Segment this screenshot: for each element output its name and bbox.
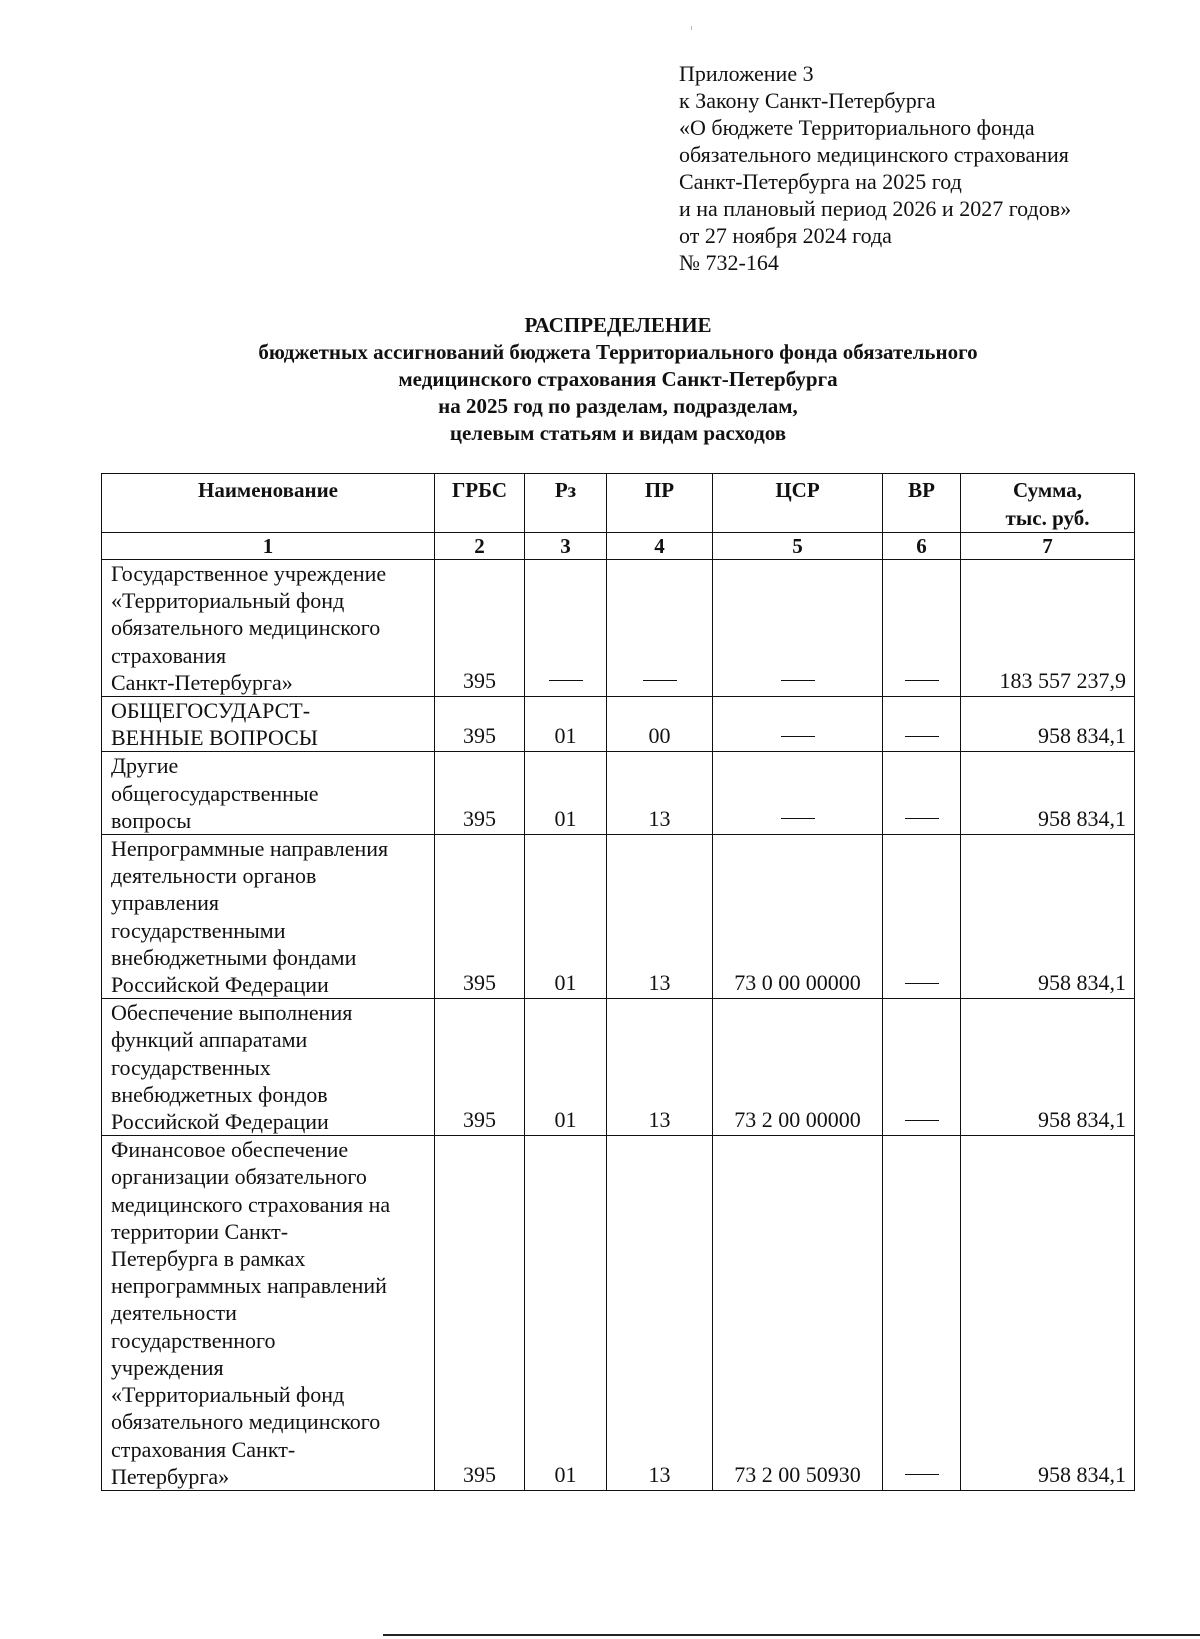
cell-sum: 958 834,1 — [961, 752, 1135, 835]
annex-line: и на плановый период 2026 и 2027 годов» — [679, 196, 1072, 221]
header-grbs: ГРБС — [435, 474, 525, 533]
column-number: 4 — [607, 533, 713, 560]
row-name-line: Непрограммные направления — [111, 836, 389, 862]
cell-csr — [713, 752, 883, 835]
cell-csr: 73 2 00 50930 — [713, 1136, 883, 1491]
title-subtitle-line: целевым статьям и видам расходов — [449, 421, 787, 445]
cell-csr — [713, 697, 883, 752]
annex-line: Санкт-Петербурга на 2025 год — [679, 169, 962, 194]
row-name-line: деятельности органов — [111, 863, 317, 889]
row-name-line: Финансовое обеспечение — [111, 1137, 349, 1163]
table-row — [102, 835, 1135, 999]
cell-rz — [525, 560, 607, 697]
cell-sum: 958 834,1 — [961, 1136, 1135, 1491]
cell-vr — [883, 697, 961, 752]
row-name-line: организации обязательного — [111, 1164, 367, 1190]
column-number-row — [102, 533, 1135, 560]
cell-vr — [883, 835, 961, 999]
empty-dash — [905, 680, 939, 681]
row-name-line: Санкт-Петербурга» — [111, 669, 293, 695]
title-subtitle-line: бюджетных ассигнований бюджета Территориального фонда обязательного — [258, 340, 978, 364]
row-name — [102, 835, 435, 999]
row-name-line: ОБЩЕГОСУДАРСТ- — [111, 698, 311, 724]
empty-dash — [549, 680, 583, 681]
cell-grbs: 395 — [435, 697, 525, 752]
row-name-line: вопросы — [111, 807, 192, 833]
cell-pr — [607, 560, 713, 697]
row-name-line: государственными — [111, 917, 286, 943]
title-heading: РАСПРЕДЕЛЕНИЕ — [524, 313, 712, 337]
document-title — [0, 312, 1200, 447]
cell-vr — [883, 1136, 961, 1491]
row-name-line: обязательного медицинского — [111, 1409, 381, 1435]
empty-dash — [781, 818, 815, 819]
empty-dash — [905, 736, 939, 737]
row-name — [102, 999, 435, 1136]
cell-grbs: 395 — [435, 835, 525, 999]
annex-line: к Закону Санкт-Петербурга — [679, 88, 936, 113]
row-name-line: Российской Федерации — [111, 972, 329, 998]
row-name-line: государственного — [111, 1327, 276, 1353]
row-name-line: страхования Санкт- — [111, 1436, 296, 1462]
row-name — [102, 752, 435, 835]
empty-dash — [905, 983, 939, 984]
table-row — [102, 1136, 1135, 1491]
column-number: 1 — [102, 533, 435, 560]
row-name-line: Обеспечение выполнения — [111, 1000, 353, 1026]
row-name-line: «Территориальный фонд — [111, 1382, 345, 1408]
row-name-line: деятельности — [111, 1300, 237, 1326]
cell-grbs: 395 — [435, 560, 525, 697]
row-name-line: внебюджетных фондов — [111, 1081, 328, 1107]
row-name-line: Другие — [111, 753, 179, 779]
row-name-line: медицинского страхования на — [111, 1191, 391, 1217]
cell-csr: 73 2 00 00000 — [713, 999, 883, 1136]
table-row — [102, 999, 1135, 1136]
cell-pr: 13 — [607, 752, 713, 835]
cell-pr: 13 — [607, 1136, 713, 1491]
cell-rz: 01 — [525, 1136, 607, 1491]
empty-dash — [905, 818, 939, 819]
scan-speck — [691, 26, 692, 30]
row-name-line: Государственное учреждение — [111, 561, 387, 586]
row-name-line: Петербурга» — [111, 1463, 230, 1489]
row-name-line: управления — [111, 890, 220, 916]
header-rz: Рз — [525, 474, 607, 533]
table-row — [102, 752, 1135, 835]
annex-line: обязательного медицинского страхования — [679, 142, 1069, 167]
row-name-line: общегосударственные — [111, 780, 319, 806]
annex-line: Приложение 3 — [679, 61, 814, 86]
column-number: 5 — [713, 533, 883, 560]
cell-sum: 183 557 237,9 — [961, 560, 1135, 697]
column-number: 2 — [435, 533, 525, 560]
column-number: 6 — [883, 533, 961, 560]
cell-grbs: 395 — [435, 1136, 525, 1491]
row-name-line: ВЕННЫЕ ВОПРОСЫ — [111, 725, 318, 751]
column-number: 3 — [525, 533, 607, 560]
table-row — [102, 560, 1135, 697]
row-name-line: внебюджетными фондами — [111, 944, 357, 970]
row-name-line: непрограммных направлений — [111, 1273, 387, 1299]
title-subtitle-line: медицинского страхования Санкт-Петербурга — [398, 367, 838, 391]
row-name-line: учреждения — [111, 1354, 224, 1380]
cell-vr — [883, 752, 961, 835]
header-vr: ВР — [883, 474, 961, 533]
cell-sum: 958 834,1 — [961, 697, 1135, 752]
row-name-line: Российской Федерации — [111, 1109, 329, 1135]
empty-dash — [781, 736, 815, 737]
cell-vr — [883, 999, 961, 1136]
header-sum-unit: тыс. руб. — [1005, 506, 1090, 530]
row-name-line: функций аппаратами — [111, 1027, 308, 1053]
row-name-line: обязательного медицинского — [111, 615, 381, 641]
row-name-line: «Территориальный фонд — [111, 588, 345, 614]
header-sum-line: Сумма, — [1012, 478, 1083, 502]
row-name-line: территории Санкт- — [111, 1218, 289, 1244]
cell-csr: 73 0 00 00000 — [713, 835, 883, 999]
header-sum — [961, 474, 1135, 533]
empty-dash — [643, 680, 677, 681]
title-subtitle-line: на 2025 год по разделам, подразделам, — [438, 394, 798, 418]
empty-dash — [905, 1474, 939, 1475]
table-header-row — [102, 474, 1135, 533]
cell-rz: 01 — [525, 752, 607, 835]
cell-grbs: 395 — [435, 999, 525, 1136]
cell-rz: 01 — [525, 697, 607, 752]
annex-line: «О бюджете Территориального фонда — [679, 115, 1035, 140]
table-row — [102, 697, 1135, 752]
cell-pr: 13 — [607, 999, 713, 1136]
footer-rule — [383, 1634, 1200, 1636]
cell-csr — [713, 560, 883, 697]
cell-pr: 00 — [607, 697, 713, 752]
budget-table — [101, 473, 1135, 1491]
row-name — [102, 560, 435, 697]
header-csr: ЦСР — [713, 474, 883, 533]
header-pr: ПР — [607, 474, 713, 533]
empty-dash — [781, 680, 815, 681]
table-body — [102, 560, 1135, 1491]
annex-line: № 732-164 — [679, 250, 779, 275]
row-name — [102, 697, 435, 752]
cell-vr — [883, 560, 961, 697]
row-name-line: страхования — [111, 642, 227, 668]
cell-rz: 01 — [525, 999, 607, 1136]
header-name: Наименование — [102, 474, 435, 533]
cell-sum: 958 834,1 — [961, 999, 1135, 1136]
column-number: 7 — [961, 533, 1135, 560]
cell-rz: 01 — [525, 835, 607, 999]
cell-sum: 958 834,1 — [961, 835, 1135, 999]
annex-block — [679, 60, 1071, 276]
cell-pr: 13 — [607, 835, 713, 999]
empty-dash — [905, 1120, 939, 1121]
cell-grbs: 395 — [435, 752, 525, 835]
row-name — [102, 1136, 435, 1491]
annex-line: от 27 ноября 2024 года — [679, 223, 892, 248]
row-name-line: государственных — [111, 1054, 271, 1080]
row-name-line: Петербурга в рамках — [111, 1246, 306, 1272]
